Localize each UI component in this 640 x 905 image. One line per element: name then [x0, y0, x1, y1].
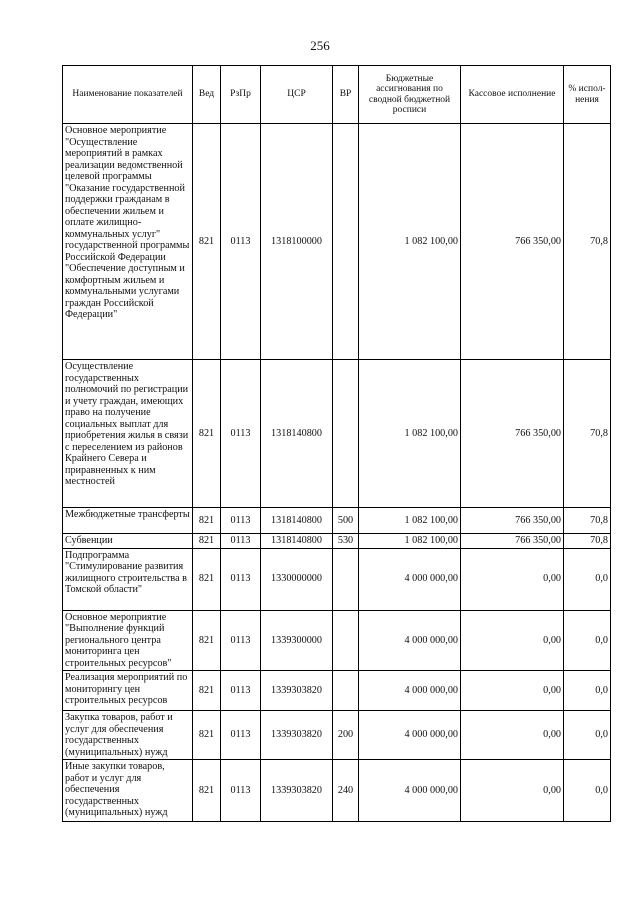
cell-percent: 70,8 [564, 534, 611, 549]
cell-budget: 4 000 000,00 [359, 548, 461, 610]
cell-name: Иные закупки товаров, работ и услуг для обеспечения государственных (муниципальных) нужд [63, 760, 193, 822]
header-rzpr: РзПр [221, 66, 261, 124]
header-ved: Вед [193, 66, 221, 124]
cell-percent: 70,8 [564, 508, 611, 534]
cell-budget: 1 082 100,00 [359, 534, 461, 549]
cell-budget: 4 000 000,00 [359, 760, 461, 822]
header-csr: ЦСР [261, 66, 333, 124]
cell-csr: 1318100000 [261, 124, 333, 360]
cell-vr: 500 [333, 508, 359, 534]
cell-rzpr: 0113 [221, 760, 261, 822]
cell-cash: 766 350,00 [461, 534, 564, 549]
cell-ved: 821 [193, 760, 221, 822]
cell-cash: 0,00 [461, 760, 564, 822]
cell-csr: 1318140800 [261, 534, 333, 549]
cell-name: Закупка товаров, работ и услуг для обеспечения государственных (муниципальных) нужд [63, 711, 193, 760]
cell-rzpr: 0113 [221, 124, 261, 360]
cell-percent: 0,0 [564, 760, 611, 822]
budget-table [62, 65, 611, 822]
cell-rzpr: 0113 [221, 360, 261, 508]
cell-budget: 4 000 000,00 [359, 610, 461, 671]
cell-vr [333, 610, 359, 671]
cell-cash: 0,00 [461, 671, 564, 711]
table-row [63, 534, 611, 549]
cell-percent: 0,0 [564, 548, 611, 610]
cell-name: Основное мероприятие "Осуществление мероприятий в рамках реализации ведомственной целевой программы "Оказание государственной поддержки гражданам в обеспечении жильем и оплате жилищно-коммунальных услуг" государственной программы Российской Федерации "Обеспечение доступным и комфортным жильем и коммунальными услугами граждан Российской Федерации" [63, 124, 193, 360]
cell-percent: 0,0 [564, 711, 611, 760]
header-vr: ВР [333, 66, 359, 124]
cell-csr: 1339303820 [261, 711, 333, 760]
cell-cash: 766 350,00 [461, 508, 564, 534]
header-percent: % испол-нения [564, 66, 611, 124]
table-row [63, 548, 611, 610]
page-number: 256 [310, 38, 330, 53]
cell-vr [333, 671, 359, 711]
cell-ved: 821 [193, 360, 221, 508]
cell-vr [333, 548, 359, 610]
cell-name: Подпрограмма "Стимулирование развития жилищного строительства в Томской области" [63, 548, 193, 610]
header-budget: Бюджетные ассигнования по сводной бюджетной росписи [359, 66, 461, 124]
cell-name: Осуществление государственных полномочий по регистрации и учету граждан, имеющих право на получение социальных выплат для приобретения жилья в связи с переселением из районов Крайнего Севера и приравненных к ним местностей [63, 360, 193, 508]
cell-budget: 4 000 000,00 [359, 711, 461, 760]
cell-rzpr: 0113 [221, 508, 261, 534]
cell-vr [333, 360, 359, 508]
cell-budget: 4 000 000,00 [359, 671, 461, 711]
header-cash: Кассовое исполнение [461, 66, 564, 124]
cell-cash: 766 350,00 [461, 360, 564, 508]
cell-csr: 1318140800 [261, 360, 333, 508]
table-row [63, 711, 611, 760]
cell-cash: 0,00 [461, 711, 564, 760]
cell-cash: 0,00 [461, 548, 564, 610]
cell-ved: 821 [193, 548, 221, 610]
table-row [63, 610, 611, 671]
cell-percent: 0,0 [564, 671, 611, 711]
cell-rzpr: 0113 [221, 671, 261, 711]
cell-cash: 766 350,00 [461, 124, 564, 360]
cell-csr: 1339303820 [261, 671, 333, 711]
cell-ved: 821 [193, 711, 221, 760]
cell-ved: 821 [193, 671, 221, 711]
cell-name: Реализация мероприятий по мониторингу цен строительных ресурсов [63, 671, 193, 711]
cell-budget: 1 082 100,00 [359, 124, 461, 360]
cell-csr: 1339303820 [261, 760, 333, 822]
cell-vr [333, 124, 359, 360]
cell-vr: 200 [333, 711, 359, 760]
cell-budget: 1 082 100,00 [359, 508, 461, 534]
cell-budget: 1 082 100,00 [359, 360, 461, 508]
cell-rzpr: 0113 [221, 534, 261, 549]
table-row [63, 508, 611, 534]
table-row [63, 671, 611, 711]
cell-name: Межбюджетные трансферты [63, 508, 193, 534]
cell-csr: 1330000000 [261, 548, 333, 610]
table-row [63, 360, 611, 508]
table-row [63, 760, 611, 822]
cell-rzpr: 0113 [221, 711, 261, 760]
cell-name: Субвенции [63, 534, 193, 549]
cell-ved: 821 [193, 534, 221, 549]
table-header-row [63, 66, 611, 124]
cell-ved: 821 [193, 124, 221, 360]
cell-cash: 0,00 [461, 610, 564, 671]
cell-name: Основное мероприятие "Выполнение функций регионального центра мониторинга цен строительных ресурсов" [63, 610, 193, 671]
cell-vr: 530 [333, 534, 359, 549]
cell-csr: 1339300000 [261, 610, 333, 671]
cell-percent: 70,8 [564, 124, 611, 360]
cell-rzpr: 0113 [221, 610, 261, 671]
cell-percent: 0,0 [564, 610, 611, 671]
table-row [63, 124, 611, 360]
cell-vr: 240 [333, 760, 359, 822]
cell-percent: 70,8 [564, 360, 611, 508]
cell-ved: 821 [193, 610, 221, 671]
header-name: Наименование показателей [63, 66, 193, 124]
cell-rzpr: 0113 [221, 548, 261, 610]
cell-ved: 821 [193, 508, 221, 534]
cell-csr: 1318140800 [261, 508, 333, 534]
